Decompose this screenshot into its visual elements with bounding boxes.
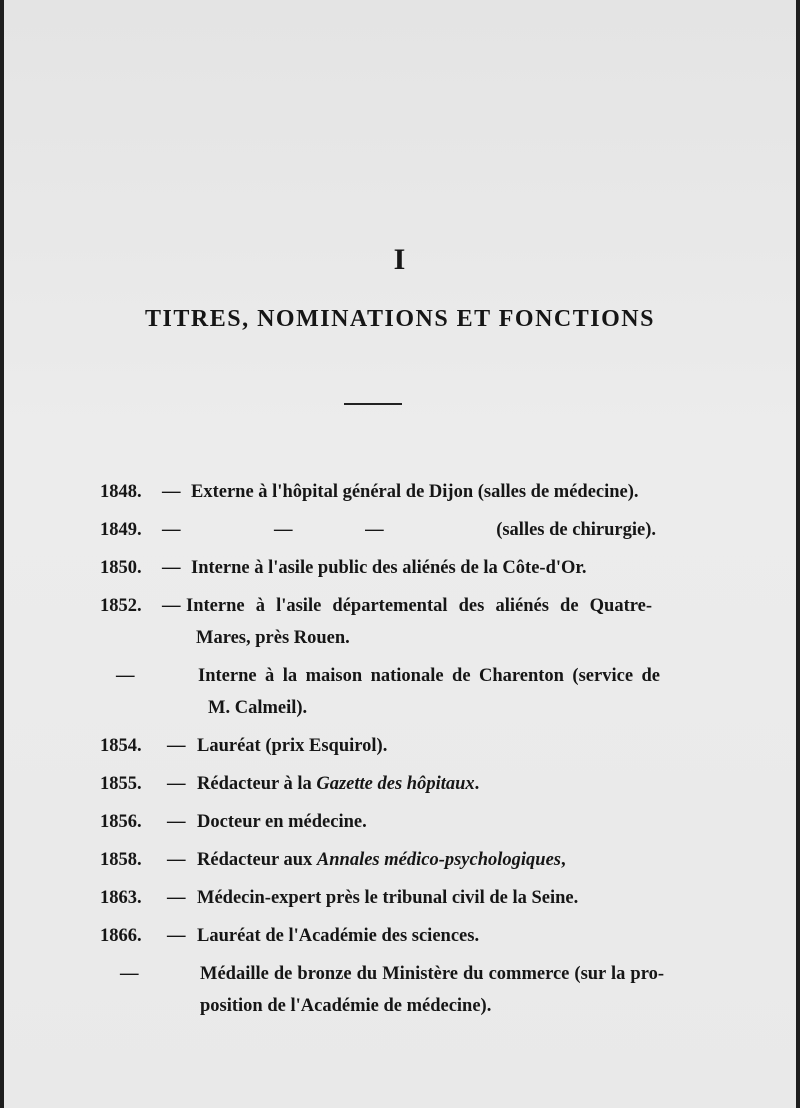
entry-year: 1866. — [100, 926, 142, 946]
entry-text — [197, 768, 663, 800]
entry-dash: — — [167, 736, 186, 756]
entry-year: 1854. — [100, 736, 142, 756]
ditto-mark: — — [274, 520, 293, 540]
entry-dash: — — [167, 926, 186, 946]
entry-dash: — — [162, 482, 181, 502]
entry-text-part: , — [561, 850, 566, 870]
ditto-mark: — — [365, 520, 384, 540]
entry-detail: (salles de chirurgie). — [496, 520, 656, 540]
entry-text-part: Rédacteur à la — [197, 774, 317, 794]
list-item — [4, 514, 796, 546]
entry-text: Médecin-expert près le tribunal civil de la Seine. — [197, 888, 579, 908]
entry-line: Médaille de bronze du Ministère du commerce (sur la pro- — [200, 964, 664, 984]
list-item — [4, 660, 796, 724]
entry-text: Lauréat (prix Esquirol). — [197, 736, 388, 756]
entries-list — [4, 476, 796, 1028]
entry-text — [186, 590, 652, 654]
list-item — [4, 920, 796, 952]
entry-line: Mares, près Rouen. — [196, 628, 350, 648]
entry-line: M. Calmeil). — [208, 698, 308, 718]
list-item — [4, 882, 796, 914]
entry-dash: — — [167, 850, 186, 870]
entry-dash: — — [116, 666, 135, 686]
list-item — [4, 806, 796, 838]
entry-dash: — — [162, 596, 181, 616]
entry-year: 1858. — [100, 850, 142, 870]
entry-text: Lauréat de l'Académie des sciences. — [197, 926, 480, 946]
entry-dash: — — [167, 812, 186, 832]
document-page — [4, 0, 796, 1108]
list-item — [4, 590, 796, 654]
entry-text-part: . — [474, 774, 480, 794]
entry-dash: — — [120, 964, 139, 984]
entry-line: position de l'Académie de médecine). — [200, 996, 492, 1016]
entry-year: 1863. — [100, 888, 142, 908]
list-item — [4, 958, 796, 1022]
entry-year: 1852. — [100, 596, 142, 616]
entry-dash: — — [162, 520, 181, 540]
entry-year: 1848. — [100, 482, 142, 502]
entry-text: Externe à l'hôpital général de Dijon (salles de médecine). — [191, 482, 639, 502]
entry-text-part: Rédacteur aux — [197, 850, 317, 870]
list-item — [4, 476, 796, 508]
entry-dash: — — [162, 558, 181, 578]
list-item — [4, 730, 796, 762]
entry-year: 1856. — [100, 812, 142, 832]
entry-year: 1855. — [100, 774, 142, 794]
entry-year: 1850. — [100, 558, 142, 578]
entry-text: Docteur en médecine. — [197, 812, 367, 832]
entry-text — [200, 958, 664, 1022]
section-numeral: I — [393, 243, 407, 276]
title-divider — [344, 403, 402, 405]
entry-text — [188, 514, 656, 546]
list-item — [4, 844, 796, 876]
entry-text: Interne à l'asile public des aliénés de la Côte-d'Or. — [191, 558, 587, 578]
entry-year: 1849. — [100, 520, 142, 540]
entry-line: Interne à la maison nationale de Charenton (service de — [198, 666, 660, 686]
section-title: TITRES, NOMINATIONS ET FONCTIONS — [145, 306, 655, 332]
journal-title: Annales médico-psychologiques — [316, 850, 562, 870]
entry-line: Interne à l'asile départemental des aliénés de Quatre- — [186, 596, 652, 616]
list-item — [4, 768, 796, 800]
entry-dash: — — [167, 774, 186, 794]
journal-title: Gazette des hôpitaux — [316, 774, 475, 794]
list-item — [4, 552, 796, 584]
entry-text — [198, 660, 660, 724]
entry-dash: — — [167, 888, 186, 908]
entry-text — [197, 844, 663, 876]
